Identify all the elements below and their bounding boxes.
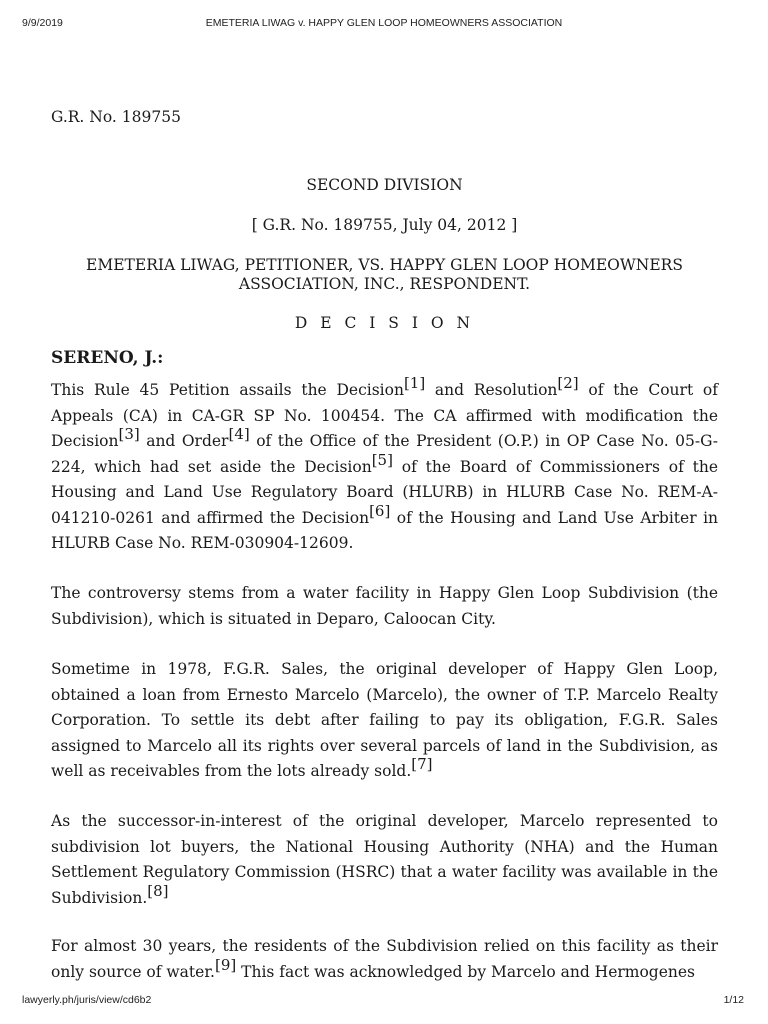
page-number: 1/12 — [723, 994, 744, 1006]
footnote-ref-2[interactable]: [2] — [557, 374, 579, 392]
p1-text-7: of the Housing and Land Use Arbiter in HLURB Case No. REM-030904-12609. — [51, 508, 719, 552]
paragraph-4 — [51, 809, 718, 911]
decision-heading: D E C I S I O N — [294, 314, 475, 332]
page-footer — [0, 994, 768, 1008]
gr-number: G.R. No. 189755 — [51, 108, 181, 126]
p1-text-3: of the Court of Appeals (CA) in CA-GR SP No. 100454. The CA affirmed with modification the Decision — [51, 381, 718, 450]
p1-text-1: This Rule 45 Petition assails the Decision — [51, 381, 404, 399]
paragraph-1 — [51, 374, 719, 557]
p5-text-1: For almost 30 years, the residents of the Subdivision relied on this facility as their only source of water. — [51, 937, 718, 981]
footnote-ref-3[interactable]: [3] — [118, 425, 140, 443]
footnote-ref-9[interactable]: [9] — [214, 955, 237, 974]
p5-text-2: This fact was acknowledged by Marcelo and Hermogenes — [236, 962, 696, 981]
footnote-ref-7[interactable]: [7] — [411, 755, 433, 773]
source-url: lawyerly.ph/juris/view/cd6b2 — [22, 994, 152, 1006]
p1-text-6: of the Board of Commissioners of the Housing and Land Use Regulatory Board (HLURB) in HLURB Case No. REM-A-041210-0261 and affirmed the Decision — [51, 457, 718, 527]
paragraph-3 — [51, 657, 718, 785]
paragraph-2: The controversy stems from a water facility in Happy Glen Loop Subdivision (the Subdivision), which is situated in Deparo, Caloocan City. — [51, 584, 718, 628]
footnote-ref-8[interactable]: [8] — [147, 881, 169, 900]
p1-text-2: and Resolution — [425, 381, 558, 399]
case-number: [ G.R. No. 189755, July 04, 2012 ] — [251, 216, 518, 234]
footnote-ref-5[interactable]: [5] — [371, 450, 393, 469]
footnote-ref-4[interactable]: [4] — [228, 425, 250, 443]
header-title: EMETERIA LIWAG v. HAPPY GLEN LOOP HOMEOWNERS ASSOCIATION — [205, 17, 563, 29]
p3-text-1: Sometime in 1978, F.G.R. Sales, the original developer of Happy Glen Loop, obtained a loan from Ernesto Marcelo (Marcelo), the owner of T.P. Marcelo Realty Corporation. To settle its debt after failing to pay its obligation, F.G.R. Sales assigned to Marcelo all its rights over several parcels of land in the Subdivision, as well as receivables from the lots already sold. — [51, 660, 718, 780]
footnote-ref-6[interactable]: [6] — [369, 501, 391, 520]
p1-text-4: and Order — [139, 432, 229, 450]
print-date: 9/9/2019 — [22, 17, 63, 29]
division-heading: SECOND DIVISION — [306, 176, 463, 194]
page-header — [0, 17, 768, 31]
paragraph-5 — [51, 934, 718, 985]
p1-text-5: of the Office of the President (O.P.) in OP Case No. 05-G-224, which had set aside the Decision — [51, 432, 719, 476]
ponente: SERENO, J.: — [51, 348, 164, 368]
case-parties: EMETERIA LIWAG, PETITIONER, VS. HAPPY GLEN LOOP HOMEOWNERS ASSOCIATION, INC., RESPONDENT. — [86, 256, 683, 293]
p4-text-1: As the successor-in-interest of the original developer, Marcelo represented to subdivision lot buyers, the National Housing Authority (NHA) and the Human Settlement Regulatory Commission (HSRC) that a water facility was available in the Subdivision. — [51, 812, 718, 907]
footnote-ref-1[interactable]: [1] — [403, 374, 426, 392]
